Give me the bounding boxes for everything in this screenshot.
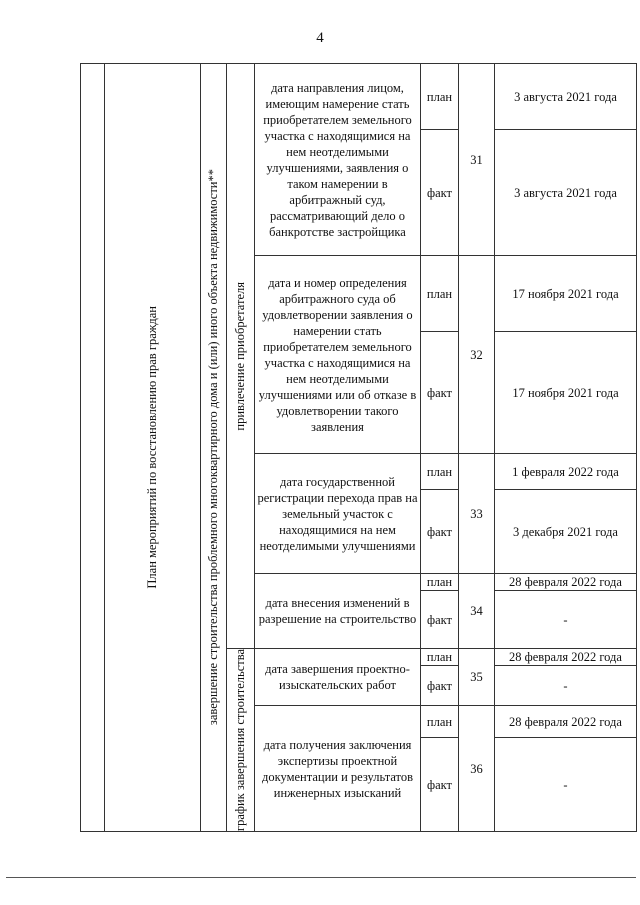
group-cell-acquirer [227,64,255,649]
event-cell: дата и номер определения арбитражного суда об удовлетворении заявления о намерении стать приобретателем земельного участка с находящимися на нем неотделимыми улучшениями или об отказе в удовлетворении такого заявления [255,256,421,454]
fact-label: факт [421,490,459,574]
plan-label: план [421,574,459,591]
event-cell: дата направления лицом, имеющим намерение стать приобретателем земельного участка с находящимися на нем неотделимыми улучшениями, заявления о таком намерении в арбитражный суд, рассматривающий дело о банкротстве застройщика [255,64,421,256]
row-number: 35 [459,649,495,706]
plan-label: план [421,649,459,666]
row-number: 33 [459,454,495,574]
row-number: 31 [459,64,495,256]
fact-label: факт [421,332,459,454]
fact-date: - [495,666,637,706]
group-cell-schedule [227,649,255,832]
plan-date: 28 февраля 2022 года [495,649,637,666]
plan-date: 1 февраля 2022 года [495,454,637,490]
row-number: 36 [459,706,495,832]
fact-label: факт [421,666,459,706]
plan-label: план [421,454,459,490]
group-label: привлечение приобретателя [233,281,247,431]
fact-date: 3 декабря 2021 года [495,490,637,574]
plan-date: 28 февраля 2022 года [495,706,637,738]
plan-title-cell [105,64,201,832]
section-title-cell [201,64,227,832]
fact-date: 3 августа 2021 года [495,130,637,256]
plan-title: План мероприятий по восстановлению прав граждан [145,306,159,589]
fact-date: 17 ноября 2021 года [495,332,637,454]
margin-column [81,64,105,832]
fact-date: - [495,591,637,649]
plan-date: 3 августа 2021 года [495,64,637,130]
plan-date: 17 ноября 2021 года [495,256,637,332]
page-number: 4 [316,30,324,46]
bottom-divider [6,877,636,878]
section-title: завершение строительства проблемного многоквартирного дома и (или) иного объекта недвижимости** [206,169,220,726]
plan-label: план [421,256,459,332]
event-cell: дата государственной регистрации перехода прав на земельный участок с находящимися на нем неотделимыми улучшениями [255,454,421,574]
row-number: 32 [459,256,495,454]
event-cell: дата получения заключения экспертизы проектной документации и результатов инженерных изысканий [255,706,421,832]
group-label: график завершения строительства [233,649,247,832]
plan-date: 28 февраля 2022 года [495,574,637,591]
event-cell: дата завершения проектно-изыскательских работ [255,649,421,706]
fact-date: - [495,738,637,832]
event-cell: дата внесения изменений в разрешение на строительство [255,574,421,649]
plan-label: план [421,64,459,130]
fact-label: факт [421,738,459,832]
row-number: 34 [459,574,495,649]
fact-label: факт [421,130,459,256]
plan-table [80,63,637,832]
plan-label: план [421,706,459,738]
fact-label: факт [421,591,459,649]
